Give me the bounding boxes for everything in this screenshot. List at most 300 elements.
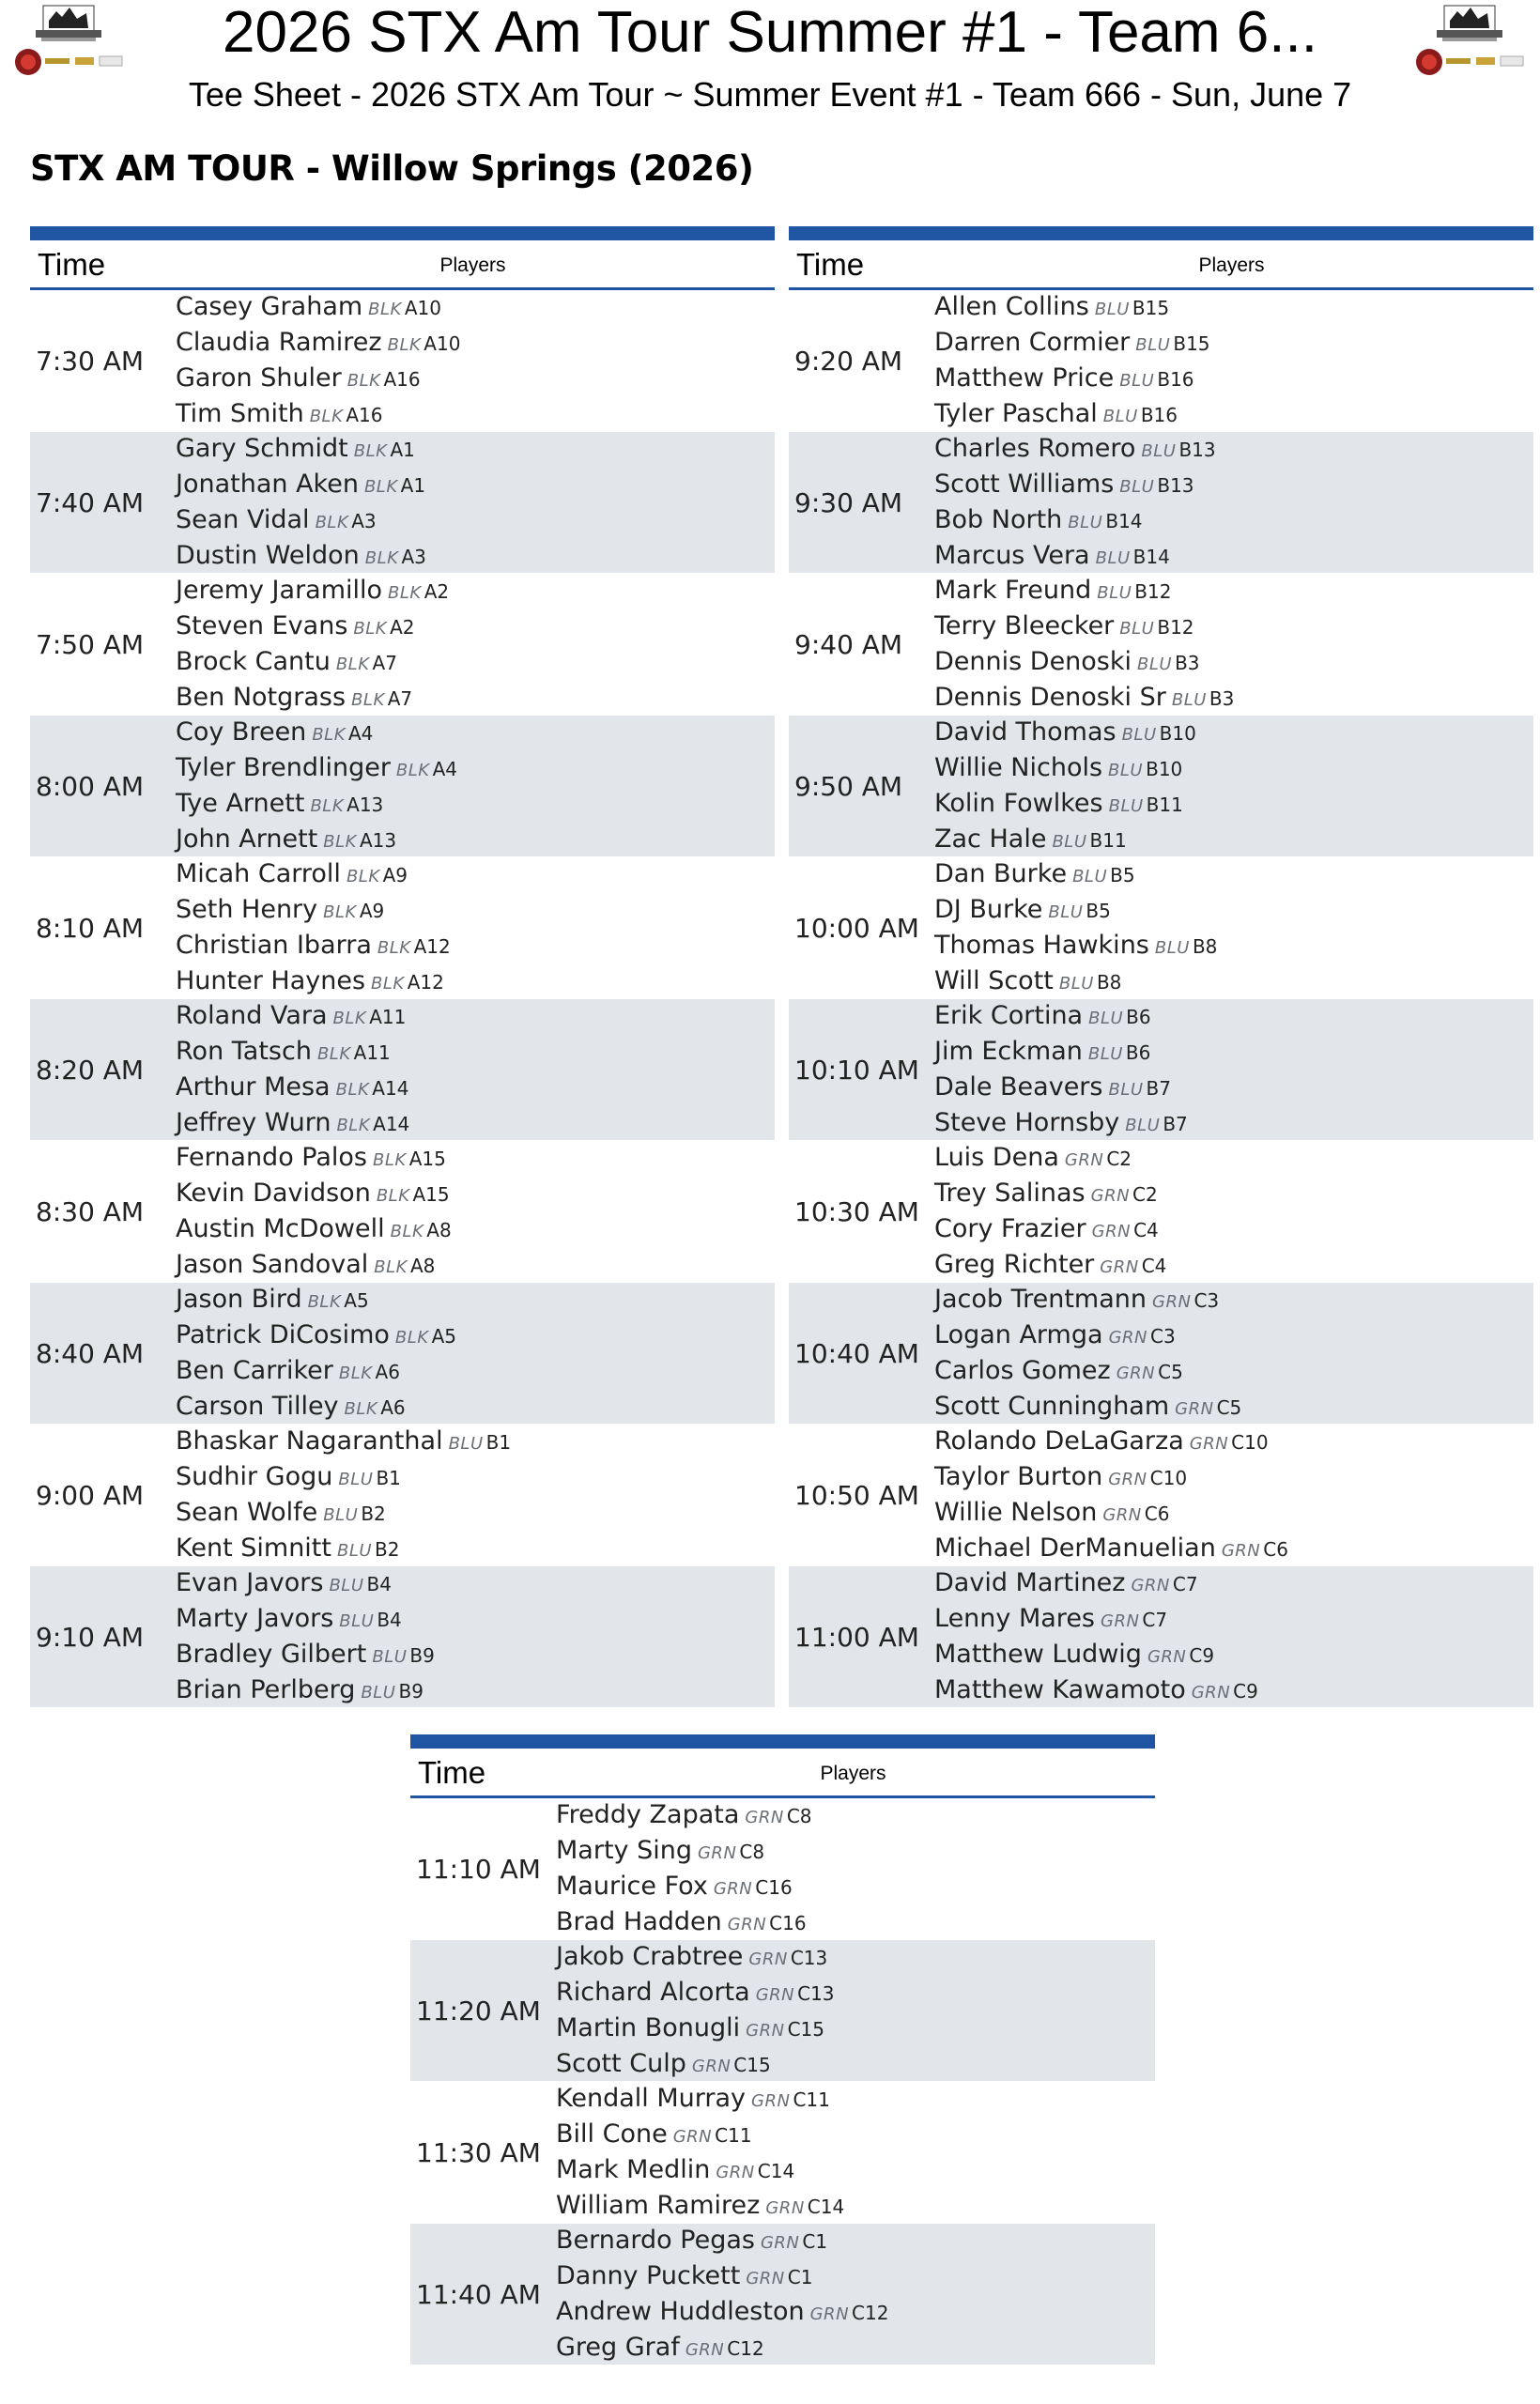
player-entry bbox=[176, 290, 460, 326]
tee-box: GRN bbox=[1116, 1363, 1156, 1383]
player-name: Danny Puckett bbox=[556, 2260, 741, 2290]
starting-hole: A13 bbox=[346, 793, 384, 816]
tee-box: GRN bbox=[713, 1878, 753, 1899]
tee-time-table bbox=[410, 1734, 1155, 2365]
starting-hole: B7 bbox=[1163, 1112, 1188, 1135]
player-name: Dale Beavers bbox=[934, 1071, 1103, 1102]
tee-time: 11:30 AM bbox=[416, 2137, 541, 2168]
player-entry bbox=[934, 751, 1196, 787]
player-entry bbox=[934, 609, 1234, 645]
player-name: Tyler Paschal bbox=[934, 398, 1098, 428]
starting-hole: B14 bbox=[1132, 545, 1170, 568]
starting-hole: B3 bbox=[1209, 686, 1235, 710]
starting-hole: B11 bbox=[1089, 828, 1127, 852]
starting-hole: A6 bbox=[375, 1360, 400, 1383]
tee-box: GRN bbox=[1191, 1682, 1231, 1703]
table-row bbox=[30, 574, 775, 716]
tee-box: GRN bbox=[691, 2056, 732, 2076]
tee-time: 8:30 AM bbox=[36, 1196, 145, 1227]
player-list bbox=[934, 290, 1210, 432]
tee-box: BLK bbox=[351, 689, 385, 710]
table-row bbox=[789, 574, 1533, 716]
starting-hole: A3 bbox=[351, 509, 377, 532]
starting-hole: A15 bbox=[412, 1182, 450, 1206]
tee-box: BLK bbox=[338, 1363, 373, 1383]
player-entry bbox=[556, 1870, 812, 1905]
player-entry bbox=[176, 857, 451, 893]
tee-box: BLK bbox=[364, 547, 399, 568]
player-name: Andrew Huddleston bbox=[556, 2296, 805, 2326]
player-entry bbox=[934, 1177, 1166, 1212]
player-entry bbox=[556, 2118, 844, 2153]
starting-hole: A2 bbox=[390, 615, 415, 639]
player-entry bbox=[176, 397, 460, 433]
tee-time: 9:40 AM bbox=[794, 629, 903, 660]
tee-box: BLU bbox=[339, 1610, 375, 1631]
player-name: David Thomas bbox=[934, 717, 1116, 747]
player-name: Luis Dena bbox=[934, 1142, 1059, 1172]
tee-box: BLK bbox=[346, 370, 381, 391]
starting-hole: A16 bbox=[383, 367, 421, 391]
player-entry bbox=[934, 787, 1196, 823]
player-entry bbox=[176, 964, 451, 1000]
player-list bbox=[176, 574, 449, 716]
player-entry bbox=[556, 2259, 888, 2295]
starting-hole: B5 bbox=[1086, 899, 1111, 922]
player-name: Arthur Mesa bbox=[176, 1071, 331, 1102]
player-name: Zac Hale bbox=[934, 824, 1047, 854]
table-row bbox=[30, 432, 775, 574]
player-list bbox=[934, 432, 1216, 574]
player-entry bbox=[176, 1566, 435, 1602]
player-list bbox=[934, 999, 1188, 1141]
player-name: Fernando Palos bbox=[176, 1142, 368, 1172]
starting-hole: A15 bbox=[408, 1147, 446, 1170]
player-list bbox=[176, 1141, 452, 1283]
tee-time: 9:30 AM bbox=[794, 487, 903, 518]
table-row bbox=[789, 716, 1533, 857]
player-entry bbox=[934, 1460, 1288, 1496]
player-name: Freddy Zapata bbox=[556, 1799, 740, 1829]
tee-box: BLU bbox=[1087, 1043, 1123, 1064]
player-entry bbox=[176, 1496, 511, 1532]
tee-box: BLK bbox=[390, 1221, 424, 1241]
tee-box: BLU bbox=[1108, 760, 1144, 780]
player-name: Kendall Murray bbox=[556, 2083, 747, 2113]
player-entry bbox=[176, 1177, 452, 1212]
player-name: Marty Javors bbox=[176, 1603, 334, 1633]
starting-hole: A10 bbox=[404, 296, 441, 319]
player-name: Allen Collins bbox=[934, 291, 1089, 321]
tee-time: 11:20 AM bbox=[416, 1996, 541, 2026]
tee-box: GRN bbox=[1108, 1327, 1147, 1348]
player-entry bbox=[176, 1673, 435, 1709]
table-row bbox=[30, 1283, 775, 1425]
tee-time: 9:50 AM bbox=[794, 771, 903, 802]
tee-box: BLU bbox=[1108, 795, 1144, 816]
player-name: Ben Carriker bbox=[176, 1355, 333, 1385]
player-name: Kent Simnitt bbox=[176, 1533, 331, 1563]
starting-hole: A6 bbox=[380, 1395, 406, 1419]
starting-hole: B1 bbox=[485, 1430, 512, 1454]
player-list bbox=[176, 1425, 511, 1566]
tee-box: BLK bbox=[368, 299, 402, 319]
table-row bbox=[410, 1798, 1155, 1940]
player-name: Tim Smith bbox=[176, 398, 304, 428]
tee-box: BLU bbox=[338, 1469, 374, 1489]
player-name: Roland Vara bbox=[176, 1000, 328, 1030]
starting-hole: A16 bbox=[346, 403, 383, 426]
starting-hole: C6 bbox=[1263, 1537, 1288, 1561]
tee-box: GRN bbox=[1131, 1575, 1170, 1595]
tee-box: BLU bbox=[1119, 618, 1155, 639]
starting-hole: A3 bbox=[401, 545, 426, 568]
tee-box: BLU bbox=[361, 1682, 396, 1703]
course-name: STX AM TOUR - Willow Springs (2026) bbox=[30, 148, 754, 189]
starting-hole: C14 bbox=[807, 2195, 845, 2218]
starting-hole: A5 bbox=[431, 1324, 457, 1348]
starting-hole: C10 bbox=[1231, 1430, 1269, 1454]
player-entry bbox=[176, 1141, 452, 1177]
starting-hole: B14 bbox=[1105, 509, 1143, 532]
player-name: Logan Armga bbox=[934, 1319, 1103, 1349]
starting-hole: A11 bbox=[353, 1040, 391, 1064]
player-name: Jason Bird bbox=[176, 1284, 302, 1314]
player-name: DJ Burke bbox=[934, 894, 1043, 924]
starting-hole: B10 bbox=[1146, 757, 1183, 780]
player-name: Kevin Davidson bbox=[176, 1178, 371, 1208]
starting-hole: C14 bbox=[757, 2159, 795, 2182]
starting-hole: B11 bbox=[1146, 793, 1183, 816]
tee-box: GRN bbox=[727, 1914, 767, 1934]
starting-hole: B16 bbox=[1157, 367, 1194, 391]
player-entry bbox=[556, 1905, 812, 1941]
player-entry bbox=[934, 681, 1234, 717]
starting-hole: B10 bbox=[1159, 721, 1196, 745]
player-name: William Ramirez bbox=[556, 2190, 761, 2220]
player-entry bbox=[934, 1390, 1241, 1425]
player-name: Thomas Hawkins bbox=[934, 930, 1149, 960]
player-entry bbox=[934, 1602, 1258, 1638]
player-entry bbox=[176, 362, 460, 397]
player-entry bbox=[176, 1318, 456, 1354]
player-entry bbox=[556, 1976, 835, 2011]
starting-hole: B6 bbox=[1126, 1005, 1151, 1028]
starting-hole: C8 bbox=[786, 1804, 812, 1827]
tee-box: GRN bbox=[1100, 1256, 1139, 1277]
tee-time: 8:20 AM bbox=[36, 1055, 145, 1086]
starting-hole: B13 bbox=[1157, 473, 1194, 497]
tee-box: BLK bbox=[315, 512, 349, 532]
player-entry bbox=[176, 574, 449, 609]
player-list bbox=[176, 999, 409, 1141]
tee-box: BLU bbox=[1121, 724, 1157, 745]
player-name: Taylor Burton bbox=[934, 1461, 1103, 1491]
player-name: Sean Wolfe bbox=[176, 1497, 318, 1527]
player-name: Bob North bbox=[934, 504, 1063, 534]
tee-time: 9:00 AM bbox=[36, 1480, 145, 1511]
player-entry bbox=[934, 468, 1216, 503]
players-column-header: Players bbox=[820, 1763, 886, 1784]
player-name: Christian Ibarra bbox=[176, 930, 372, 960]
tee-box: GRN bbox=[1091, 1221, 1132, 1241]
table-header bbox=[789, 240, 1533, 290]
player-entry bbox=[934, 964, 1217, 1000]
player-name: Dennis Denoski bbox=[934, 646, 1132, 676]
player-entry bbox=[176, 539, 426, 575]
player-list bbox=[934, 1425, 1288, 1566]
tee-box: BLK bbox=[363, 476, 398, 497]
player-name: Mark Medlin bbox=[556, 2154, 711, 2184]
player-name: Matthew Kawamoto bbox=[934, 1674, 1186, 1704]
player-list bbox=[934, 1283, 1241, 1425]
player-name: Casey Graham bbox=[176, 291, 363, 321]
player-entry bbox=[556, 2082, 844, 2118]
player-list bbox=[556, 2224, 888, 2365]
tee-box: GRN bbox=[746, 2268, 785, 2288]
starting-hole: C13 bbox=[790, 1946, 828, 1969]
tee-time: 10:10 AM bbox=[794, 1055, 919, 1086]
player-list bbox=[176, 716, 457, 857]
tee-box: BLU bbox=[1068, 512, 1103, 532]
tee-box: GRN bbox=[1101, 1610, 1140, 1631]
starting-hole: B2 bbox=[375, 1537, 400, 1561]
table-row bbox=[410, 1940, 1155, 2082]
table-row bbox=[410, 2082, 1155, 2224]
time-column-header: Time bbox=[418, 1755, 486, 1790]
player-name: Mark Freund bbox=[934, 575, 1092, 605]
time-column-header: Time bbox=[38, 247, 106, 282]
player-entry bbox=[556, 2295, 888, 2331]
player-entry bbox=[934, 893, 1217, 929]
starting-hole: B2 bbox=[361, 1502, 386, 1525]
starting-hole: C7 bbox=[1142, 1608, 1168, 1631]
tee-box: BLU bbox=[1072, 866, 1108, 886]
player-name: Cory Frazier bbox=[934, 1213, 1086, 1243]
player-name: Brad Hadden bbox=[556, 1906, 722, 1936]
player-name: Greg Graf bbox=[556, 2332, 680, 2362]
player-entry bbox=[934, 1283, 1241, 1318]
tee-box: GRN bbox=[760, 2232, 800, 2253]
tee-box: GRN bbox=[745, 1807, 784, 1827]
page-subtitle: Tee Sheet - 2026 STX Am Tour ~ Summer Event #1 - Team 666 - Sun, June 7 bbox=[188, 75, 1352, 114]
player-list bbox=[934, 574, 1234, 716]
tee-box: BLK bbox=[377, 937, 411, 958]
player-entry bbox=[934, 716, 1196, 751]
starting-hole: C15 bbox=[733, 2053, 771, 2076]
tee-box: BLU bbox=[323, 1504, 359, 1525]
player-name: John Arnett bbox=[176, 824, 318, 854]
tee-box: BLU bbox=[1119, 370, 1155, 391]
tee-time: 11:00 AM bbox=[794, 1622, 919, 1653]
player-name: David Martinez bbox=[934, 1567, 1126, 1597]
tee-box: BLU bbox=[329, 1575, 364, 1595]
tee-box: BLK bbox=[344, 1398, 378, 1419]
player-entry bbox=[176, 716, 457, 751]
tee-box: BLU bbox=[1154, 937, 1190, 958]
player-entry bbox=[934, 1248, 1166, 1284]
tee-box: BLU bbox=[1095, 547, 1131, 568]
starting-hole: C16 bbox=[755, 1875, 793, 1899]
player-list bbox=[176, 857, 451, 999]
player-name: Coy Breen bbox=[176, 717, 307, 747]
tee-box: GRN bbox=[746, 2020, 785, 2041]
player-list bbox=[934, 1141, 1166, 1283]
tee-box: BLU bbox=[1119, 476, 1155, 497]
starting-hole: C11 bbox=[715, 2123, 752, 2147]
player-entry bbox=[176, 893, 451, 929]
player-name: Richard Alcorta bbox=[556, 1977, 750, 2007]
tee-box: BLU bbox=[1058, 973, 1094, 994]
starting-hole: B5 bbox=[1110, 863, 1135, 886]
table-header bbox=[30, 240, 775, 290]
tee-box: GRN bbox=[1152, 1291, 1192, 1312]
tee-box: BLU bbox=[1097, 582, 1132, 603]
player-entry bbox=[556, 2331, 888, 2366]
tee-box: BLK bbox=[388, 582, 422, 603]
starting-hole: A14 bbox=[373, 1112, 410, 1135]
starting-hole: C3 bbox=[1194, 1288, 1220, 1312]
player-name: Marcus Vera bbox=[934, 540, 1090, 570]
player-list bbox=[556, 2082, 844, 2224]
starting-hole: C4 bbox=[1133, 1218, 1159, 1241]
player-name: Marty Sing bbox=[556, 1835, 692, 1865]
player-entry bbox=[934, 1354, 1241, 1390]
player-name: Evan Javors bbox=[176, 1567, 324, 1597]
player-name: Greg Richter bbox=[934, 1249, 1095, 1279]
tee-time: 8:00 AM bbox=[36, 771, 145, 802]
table-body bbox=[30, 290, 775, 1708]
tee-box: BLU bbox=[372, 1646, 408, 1667]
player-entry bbox=[556, 2047, 835, 2083]
table-row bbox=[789, 857, 1533, 999]
tee-time: 10:50 AM bbox=[794, 1480, 919, 1511]
tee-box: BLU bbox=[1135, 334, 1171, 355]
table-row bbox=[789, 999, 1533, 1141]
player-list bbox=[934, 1566, 1258, 1708]
player-list bbox=[556, 1798, 812, 1940]
player-list bbox=[176, 290, 460, 432]
starting-hole: A8 bbox=[426, 1218, 452, 1241]
player-entry bbox=[934, 645, 1234, 681]
starting-hole: A11 bbox=[369, 1005, 407, 1028]
starting-hole: B3 bbox=[1175, 651, 1200, 674]
table-row bbox=[30, 1566, 775, 1708]
tee-time: 8:40 AM bbox=[36, 1338, 145, 1369]
player-name: Charles Romero bbox=[934, 433, 1136, 463]
tee-box: BLK bbox=[323, 902, 357, 922]
player-list bbox=[176, 1566, 435, 1708]
player-name: Dan Burke bbox=[934, 858, 1068, 888]
tee-box: BLU bbox=[1141, 440, 1177, 461]
starting-hole: C5 bbox=[1216, 1395, 1242, 1419]
starting-hole: C11 bbox=[793, 2088, 830, 2111]
tee-box: BLK bbox=[353, 440, 388, 461]
player-entry bbox=[934, 362, 1210, 397]
player-name: Dennis Denoski Sr bbox=[934, 682, 1166, 712]
starting-hole: C3 bbox=[1149, 1324, 1176, 1348]
player-entry bbox=[556, 1798, 812, 1834]
tee-box: GRN bbox=[809, 2304, 850, 2324]
starting-hole: A9 bbox=[359, 899, 385, 922]
player-name: Hunter Haynes bbox=[176, 965, 366, 995]
tee-box: GRN bbox=[1102, 1504, 1142, 1525]
player-entry bbox=[556, 2011, 835, 2047]
player-list bbox=[934, 716, 1196, 857]
player-name: Micah Carroll bbox=[176, 858, 341, 888]
table-row bbox=[30, 716, 775, 857]
player-entry bbox=[934, 1638, 1258, 1673]
tee-box: BLK bbox=[312, 724, 346, 745]
starting-hole: A8 bbox=[409, 1254, 436, 1277]
player-name: Martin Bonugli bbox=[556, 2012, 741, 2042]
player-name: Will Scott bbox=[934, 965, 1054, 995]
player-entry bbox=[176, 1460, 511, 1496]
starting-hole: A13 bbox=[359, 828, 397, 852]
tee-box: BLK bbox=[307, 1291, 342, 1312]
player-entry bbox=[176, 609, 449, 645]
table-row bbox=[789, 1141, 1533, 1283]
player-entry bbox=[176, 823, 457, 858]
player-name: Jeffrey Wurn bbox=[176, 1107, 331, 1137]
starting-hole: A2 bbox=[424, 579, 450, 603]
starting-hole: B8 bbox=[1192, 934, 1218, 958]
player-name: Scott Culp bbox=[556, 2048, 686, 2078]
starting-hole: B8 bbox=[1096, 970, 1122, 994]
player-entry bbox=[176, 432, 426, 468]
table-row bbox=[789, 290, 1533, 432]
player-entry bbox=[176, 1212, 452, 1248]
player-entry bbox=[934, 503, 1216, 539]
player-entry bbox=[556, 2153, 844, 2189]
player-name: Jakob Crabtree bbox=[556, 1941, 744, 1971]
player-name: Bradley Gilbert bbox=[176, 1639, 367, 1669]
starting-hole: C16 bbox=[769, 1911, 807, 1934]
starting-hole: B12 bbox=[1157, 615, 1194, 639]
table-accent-bar bbox=[30, 226, 775, 240]
player-entry bbox=[934, 1141, 1166, 1177]
starting-hole: A1 bbox=[400, 473, 426, 497]
player-entry bbox=[934, 432, 1216, 468]
starting-hole: C1 bbox=[787, 2265, 813, 2288]
player-entry bbox=[934, 1035, 1188, 1071]
tee-box: BLK bbox=[316, 1043, 351, 1064]
player-entry bbox=[556, 1834, 812, 1870]
player-name: Jacob Trentmann bbox=[934, 1284, 1147, 1314]
player-entry bbox=[176, 1532, 511, 1567]
starting-hole: B13 bbox=[1178, 438, 1216, 461]
starting-hole: A10 bbox=[424, 331, 461, 355]
tee-box: BLK bbox=[373, 1149, 407, 1170]
table-row bbox=[789, 1283, 1533, 1425]
starting-hole: C2 bbox=[1132, 1182, 1158, 1206]
tee-box: GRN bbox=[1189, 1433, 1229, 1454]
player-name: Matthew Ludwig bbox=[934, 1639, 1142, 1669]
player-entry bbox=[176, 1248, 452, 1284]
table-row bbox=[30, 999, 775, 1141]
tee-box: BLK bbox=[371, 973, 405, 994]
tee-box: BLK bbox=[376, 1185, 410, 1206]
starting-hole: A5 bbox=[344, 1288, 369, 1312]
tee-box: BLU bbox=[1171, 689, 1207, 710]
player-name: Sean Vidal bbox=[176, 504, 310, 534]
table-row bbox=[410, 2224, 1155, 2365]
tee-time: 8:10 AM bbox=[36, 913, 145, 944]
player-entry bbox=[176, 1602, 435, 1638]
player-entry bbox=[176, 751, 457, 787]
player-entry bbox=[556, 2189, 844, 2225]
starting-hole: B4 bbox=[366, 1572, 392, 1595]
